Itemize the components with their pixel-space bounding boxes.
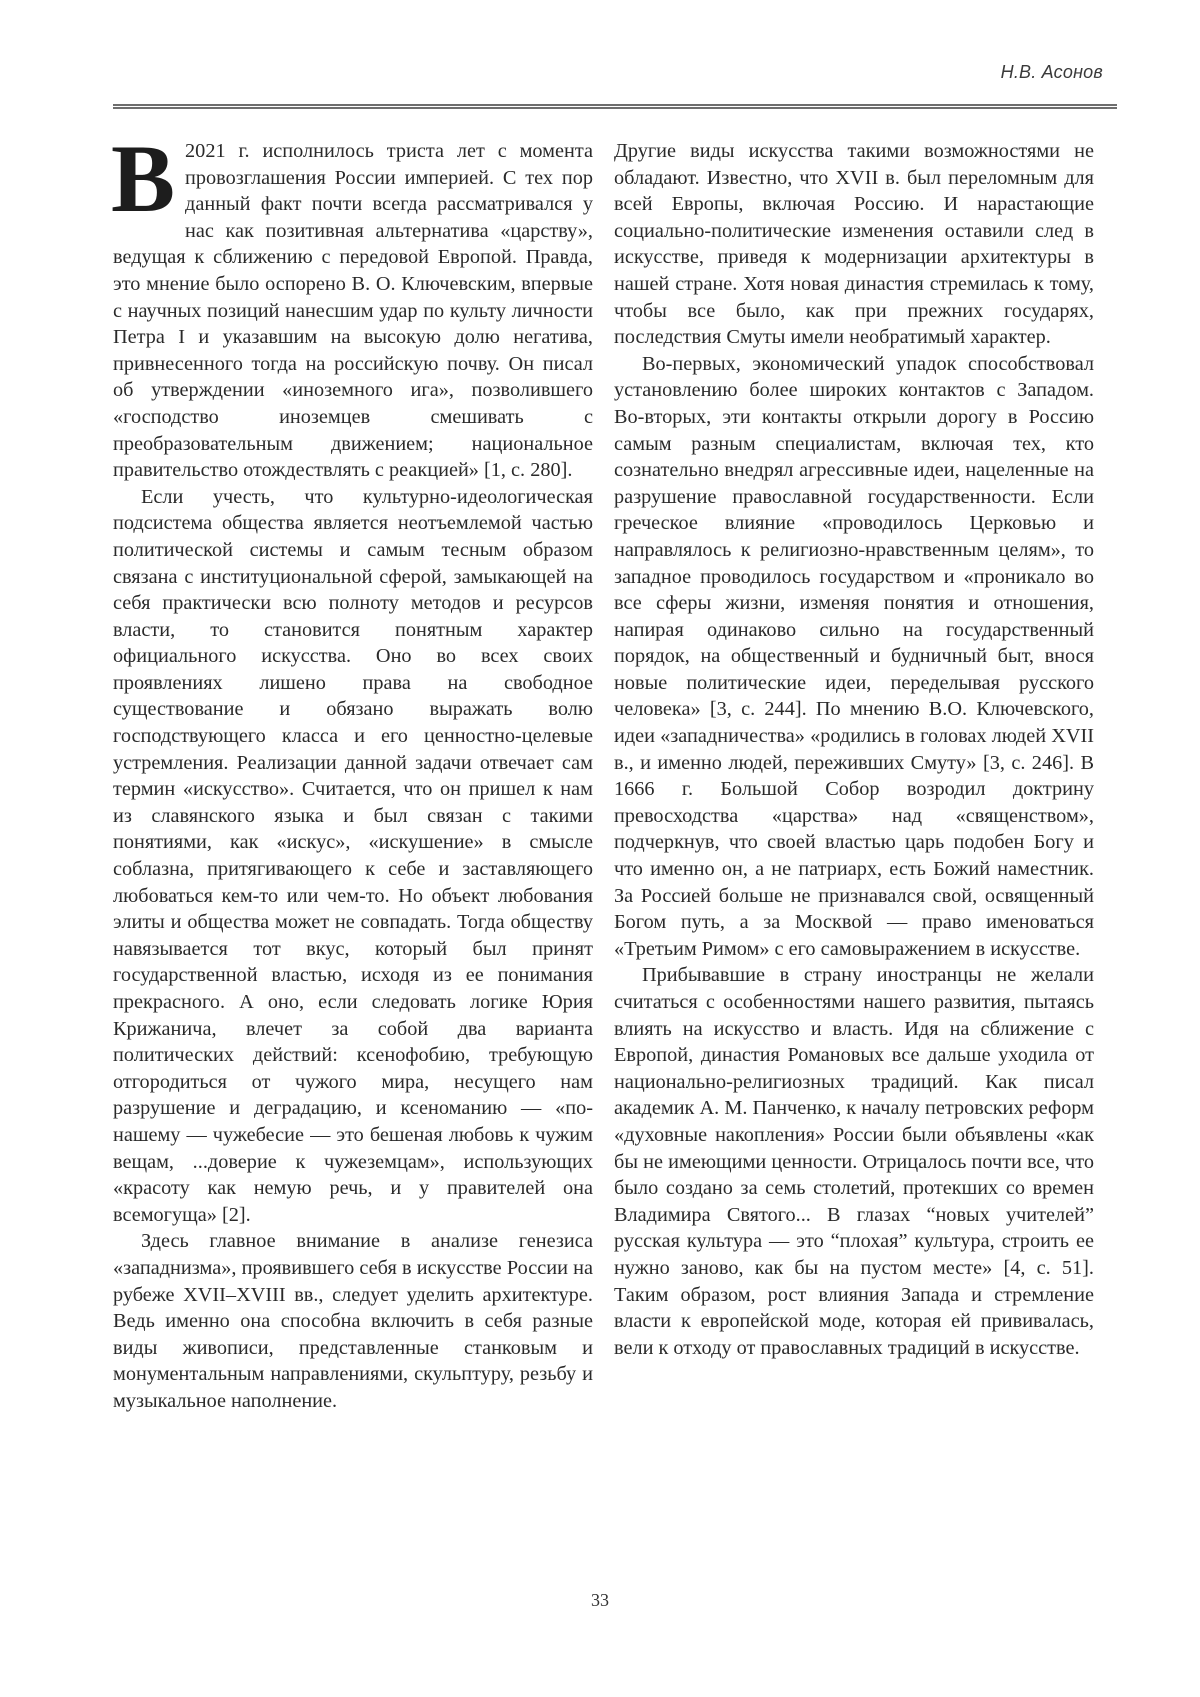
paragraph: [614, 138, 1094, 351]
paragraph-text: Здесь главное внимание в анализе генезиса «западнизма», проявившего себя в искусстве России на рубеже XVII–XVIII вв., следует уделить архитектуре. Ведь именно она способна включить в себя разные виды живописи, представленные станковым и монументальным направлениями, скульптуру, резьбу и музыкальное наполнение.: [113, 1230, 593, 1412]
page-number: 33: [591, 1590, 609, 1610]
paragraph-text: Прибывавшие в страну иностранцы не желали считаться с особенностями нашего развития, пытаясь влиять на искусство и власть. Идя на сближение с Европой, династия Романовых все дальше уходила от национально-религиозных традиций. Как писал академик А. М. Панченко, к началу петровских реформ «духовные накопления» России были объявлены «как бы не имеющими ценности. Отрицалось почти все, что было создано за семь столетий, протекших со времен Владимира Святого... В глазах “новых учителей” русская культура — это “плохая” культура, строить ее нужно заново, как бы на пустом месте» [4, с. 51]. Таким образом, рост влияния Запада и стремление власти к европейской моде, которая ей прививалась, вели к отходу от православных традиций в искусстве.: [614, 964, 1094, 1359]
right-column: [614, 138, 1094, 1361]
running-head-author: Н.В. Асонов: [1000, 62, 1103, 82]
paragraph: [614, 962, 1094, 1361]
left-column: [111, 125, 593, 1415]
paragraph-text: Другие виды искусства такими возможностями не обладают. Известно, что XVII в. был переломным для всей Европы, включая Россию. И нарастающие социально-политические изменения оставили след в искусстве, приведя к модернизации архитектуры в нашей стране. Хотя новая династия стремилась к тому, чтобы все было, как при прежних государях, последствия Смуты имели необратимый характер.: [614, 140, 1094, 349]
paragraph: [113, 484, 593, 1229]
paragraph-text: Если учесть, что культурно-идеологическая подсистема общества является неотъемлемой частью политической системы и самым тесным образом связана с институциональной сферой, замыкающей на себя практически всю полноту методов и ресурсов власти, то становится понятным характер официального искусства. Оно во всех своих проявлениях лишено права на свободное существование и обязано выражать волю господствующего класса и его ценностно-целевые устремления. Реализации данной задачи отвечает сам термин «искусство». Считается, что он пришел к нам из славянского языка и был связан с такими понятиями, как «искус», «искушение» в смысле соблазна, притягивающего к себе и заставляющего любоваться кем-то или чем-то. Но объект любования элиты и общества может не совпадать. Тогда обществу навязывается тот вкус, который был принят государственной властью, исходя из ее понимания прекрасного. А оно, если следовать логике Юрия Крижанича, влечет за собой два варианта политических действий: ксенофобию, требующую отгородиться от чужого мира, несущего нам разрушение и деградацию, и ксеноманию — «по-нашему — чужебесие — это бешеная любовь к чужим вещам, ...доверие к чужеземцам», использующих «красоту как немую речь, и у правителей она всемогуща» [2].: [113, 485, 593, 1226]
paragraph-text: Во-первых, экономический упадок способствовал установлению более широких контактов с Западом. Во-вторых, эти контакты открыли дорогу в Россию самым разным специалистам, включая тех, кто сознательно внедрял агрессивные идеи, нацеленные на разрушение православной государственности. Если греческое влияние «проводилось Церковью и направлялось к религиозно-нравственным целям», то западное проводилось государством и «проникало во все сферы жизни, изменяя понятия и отношения, напирая одинаково сильно на государственный порядок, на общественный и будничный быт, внося новые политические идеи, переделывая русского человека» [3, с. 244]. По мнению В.О. Ключевского, идеи «западничества» «родились в головах людей XVII в., и именно людей, переживших Смуту» [3, с. 246]. В 1666 г. Большой Собор возродил доктрину превосходства «царства» над «священством», подчеркнув, что своей властью царь подобен Богу и что именно он, а не патриарх, есть Божий наместник. За Россией больше не признавался свой, освященный Богом путь, а за Москвой — право именоваться «Третьим Римом» с его самовыражением в искусстве.: [614, 352, 1094, 960]
paragraph-text: 2021 г. исполнилось триста лет с момента провозглашения России империей. С тех пор данный факт почти всегда рассматривался у нас как позитивная альтернатива «царству», ведущая к сближению с передовой Европой. Правда, это мнение было оспорено В. О. Ключевским, впервые с научных позиций нанесшим удар по культу личности Петра I и указавшим на высокую долю негатива, привнесенного тогда на российскую почву. Он писал об утверждении «иноземного ига», позволившего «господство иноземцев смешивать с преобразовательным движением; национальное правительство отождествлять с реакцией» [1, с. 280].: [113, 140, 593, 482]
header-double-rule: [113, 104, 1117, 109]
paragraph: [614, 351, 1094, 963]
paragraph: [111, 125, 593, 484]
drop-cap: В: [111, 125, 176, 232]
paragraph: [113, 1228, 593, 1414]
